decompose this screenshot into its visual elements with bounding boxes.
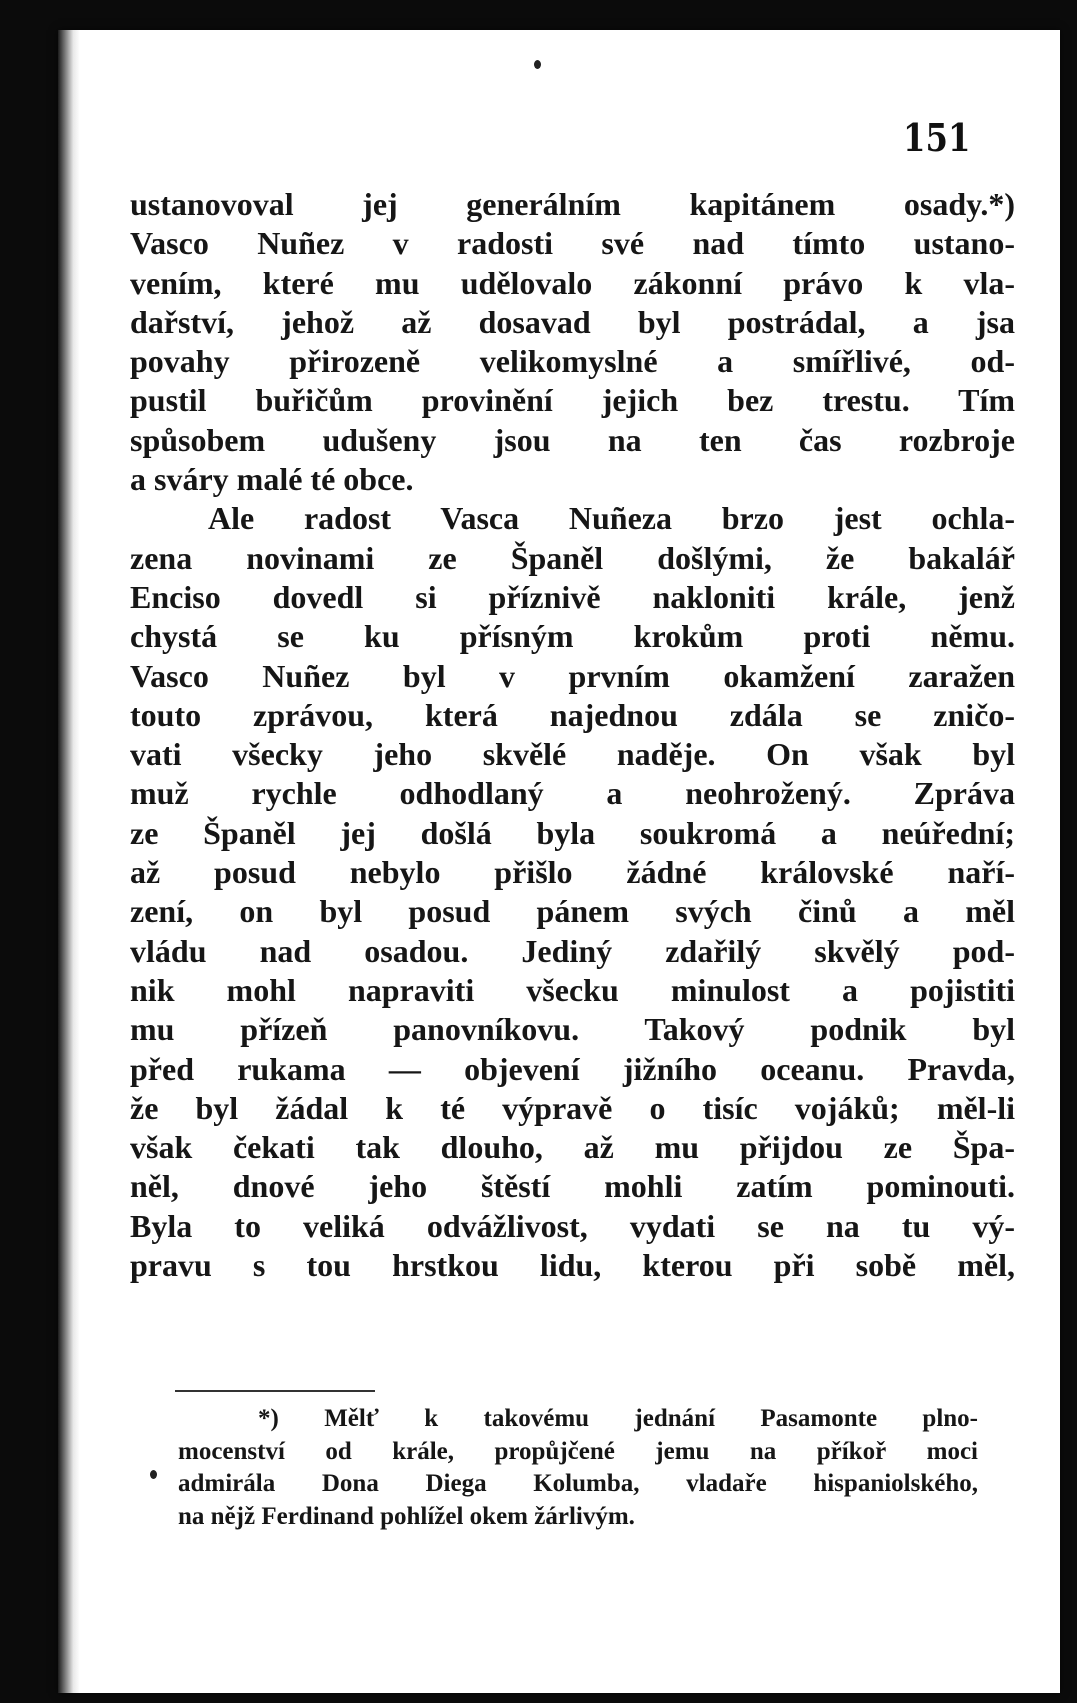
text-line: touto zprávou, která najednou zdála se zničo-	[130, 696, 1015, 733]
footnote-line: mocenství od krále, propůjčené jemu na příkoř moci	[178, 1437, 978, 1465]
footnote-line: admirála Dona Diega Kolumba, vladaře hispaniolského,	[178, 1470, 978, 1497]
text-line: chystá se ku přísným krokům proti němu.	[130, 618, 1015, 655]
page-gutter-shadow	[58, 30, 80, 1693]
footnote	[178, 1403, 978, 1533]
footnote-line: *) Mělť k takovému jednání Pasamonte plno-	[258, 1405, 978, 1432]
text-line: Enciso dovedl si příznivě nakloniti krále, jenž	[130, 578, 1015, 615]
text-line: Vasco Nuñez byl v prvním okamžení zaražen	[130, 657, 1015, 694]
text-line: muž rychle odhodlaný a neohrožený. Zpráva	[130, 775, 1015, 812]
text-line: mu přízeň panovníkovu. Takový podnik byl	[130, 1011, 1015, 1048]
text-line: pravu s tou hrstkou lidu, kterou při sobě měl,	[130, 1247, 1015, 1284]
text-line: vládu nad osadou. Jediný zdařilý skvělý pod-	[130, 932, 1015, 969]
text-line: ze Španěl jej došlá byla soukromá a neúřední;	[130, 814, 1015, 851]
text-line: až posud nebylo přišlo žádné královské naří-	[130, 854, 1015, 891]
text-line: zení, on byl posud pánem svých činů a měl	[130, 893, 1015, 930]
text-line: a sváry malé té obce.	[130, 461, 414, 498]
text-line: vati všecky jeho skvělé naděje. On však byl	[130, 736, 1015, 773]
text-line: Byla to veliká odvážlivost, vydati se na tu vý-	[130, 1207, 1015, 1244]
text-line: ustanovoval jej generálním kapitánem osady.*)	[130, 186, 1015, 222]
text-line: nik mohl napraviti všecku minulost a pojistiti	[130, 971, 1015, 1008]
text-line: dařství, jehož až dosavad byl postrádal, a jsa	[130, 303, 1015, 340]
text-line: povahy přirozeně velikomyslné a smířlivé, od-	[130, 343, 1015, 380]
body-text	[130, 185, 1015, 1285]
ink-speck	[534, 60, 541, 69]
book-page	[58, 30, 1060, 1693]
text-line: před rukama — objevení jižního oceanu. Pravda,	[130, 1050, 1015, 1087]
footnote-line: na nějž Ferdinand pohlížel okem žárlivým.	[178, 1502, 635, 1530]
text-line: Ale radost Vasca Nuñeza brzo jest ochla-	[208, 500, 1015, 537]
text-line: že byl žádal k té výpravě o tisíc vojáků; měl-li	[130, 1089, 1015, 1126]
text-line: pustil buřičům provinění jejich bez trestu. Tím	[130, 382, 1015, 419]
text-line: zena novinami ze Španěl došlými, že bakalář	[130, 539, 1015, 576]
ink-speck	[150, 1470, 157, 1479]
text-line: však čekati tak dlouho, až mu přijdou ze Špa-	[130, 1129, 1015, 1166]
text-line: spůsobem udušeny jsou na ten čas rozbroje	[130, 421, 1015, 458]
text-line: vením, které mu udělovalo zákonní právo k vla-	[130, 264, 1015, 301]
text-line: Vasco Nuñez v radosti své nad tímto ustano-	[130, 225, 1015, 262]
text-line: něl, dnové jeho štěstí mohli zatím pominouti.	[130, 1168, 1015, 1205]
page-number: 151	[903, 115, 971, 160]
footnote-divider	[175, 1390, 375, 1392]
